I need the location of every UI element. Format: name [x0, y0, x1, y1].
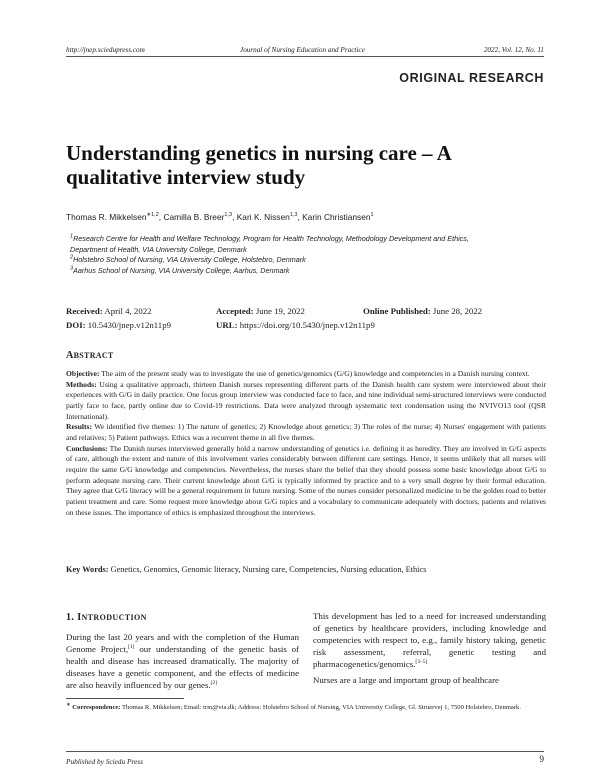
header-rule	[66, 56, 544, 57]
header-journal: Journal of Nursing Education and Practice	[240, 46, 365, 54]
intro-column-1: During the last 20 years and with the completion of the Human Genome Project,[1] our understanding of the genetic basis of health and disease has increased dramatically. The majority of diseases have a genetic component, and the effects of medicine are also heavily influenced by our genes.[2]	[66, 632, 299, 691]
affiliation: $^2$Holstebro School of Nursing, VIA University College, Holstebro, Denmark	[70, 254, 306, 264]
affiliation: $^1$Research Centre for Health and Welfare Technology, Program for Health Technology, Methodology Development and Ethics,	[70, 233, 469, 243]
intro-column-2: This development has led to a need for increased understanding of genetics by healthcare providers, including knowledge and competencies with respect to, e.g., family history taking, genetic risk assessment, referral, genetic testing and pharmacogenetics/genomics.[3–5] Nurses are a large and important group of healthcare	[313, 611, 546, 686]
header-issue: 2022, Vol. 12, No. 11	[483, 46, 544, 54]
received-date: Received: April 4, 2022	[66, 306, 152, 316]
accepted-date: Accepted: June 19, 2022	[216, 306, 305, 316]
abstract-heading: ABSTRACT	[66, 350, 114, 361]
author-sup: 1,3	[224, 212, 233, 219]
footer-publisher: Published by Sciedu Press	[66, 757, 143, 766]
author-list: Thomas R. Mikkelsen$^{∗1,2}$, Camilla B. Breer$^{1,3}$, Kari K. Nissen$^{1,3}$, Karin Christiansen$^1$	[66, 212, 374, 222]
abstract-results: Results: We identified five themes: 1) The nature of genetics; 2) Knowledge about genetics; 3) The roles of the nurse; 4) Nurses' engagement with patients and relatives; 5) Patient pathways. Ethics was a recurrent theme in all five themes.	[66, 422, 546, 442]
page-number: 9	[539, 754, 544, 764]
author-sup: 1	[370, 212, 374, 219]
affiliation: Department of Health, VIA University College, Denmark	[70, 244, 247, 254]
header-url[interactable]: http://jnep.sciedupress.com	[66, 46, 145, 54]
author-sup: ∗1,2	[146, 212, 159, 219]
keywords: Key Words: Genetics, Genomics, Genomic literacy, Nursing care, Competencies, Nursing education, Ethics	[66, 565, 427, 574]
author-name: Camilla B. Breer	[163, 212, 225, 222]
published-date: Online Published: June 28, 2022	[363, 306, 483, 316]
paper-title: Understanding genetics in nursing care – A qualitative interview study	[66, 141, 451, 189]
footnote-rule	[66, 698, 184, 699]
abstract-conclusions: Conclusions: The Danish nurses interviewed generally hold a narrow understanding of genetics i.e. defining it as heredity. They are involved in G/G aspects of care, although the extent and nature of this involvement varies considerably between different care settings. Hence, it seems unlikely that all nurses will require the same G/G knowledge and competencies. Nevertheless, the nurses share the belief that they should possess some basic knowledge about G/G to perform adequate nursing care. Their current knowledge about G/G is typically informed by practice and to a very small degree by their formal education. They agree that G/G literacy will be a general requirement in future nursing. Some of the nurses consider personalized medicine to be the golden road to better patient treatment and care. Some request more knowledge about G/G topics and a vocabulary to communicate adequately with doctors, patients and relatives on these issues. The importance of ethics is emphasized throughout the interviews.	[66, 443, 546, 517]
introduction-heading: 1. INTRODUCTION	[66, 612, 147, 623]
doi-url[interactable]: URL: https://doi.org/10.5430/jnep.v12n11p9	[216, 320, 375, 330]
footer-rule	[66, 751, 544, 752]
correspondence-footnote: ∗ Correspondence: Thomas R. Mikkelsen; Email: trm@via.dk; Address: Holstebro School of Nursing, VIA University College, Gl. Struervej 1, 7500 Holstebro, Denmark.	[66, 702, 521, 712]
abstract-objective: Objective: The aim of the present study was to investigate the use of genetics/genomics (G/G) knowledge and competencies in a Danish nursing context.	[66, 369, 530, 378]
author-name: Kari K. Nissen	[236, 212, 290, 222]
author-name: Karin Christiansen	[302, 212, 371, 222]
abstract-body	[66, 369, 546, 518]
author-name: Thomas R. Mikkelsen	[66, 212, 147, 222]
author-sup: 1,3	[289, 212, 298, 219]
doi: DOI: 10.5430/jnep.v12n11p9	[66, 320, 172, 330]
affiliation: $^3$Aarhus School of Nursing, VIA University College, Aarhus, Denmark	[70, 265, 290, 275]
section-label: ORIGINAL RESEARCH	[399, 71, 544, 85]
abstract-methods: Methods: Using a qualitative approach, thirteen Danish nurses representing different parts of the Danish health care system were interviewed about their experiences with G/G in daily practice. One focus group interview was conducted face to face, and nine individual semi-structured interviews were conducted partly face to face, partly online due to Covid-19 restrictions. Data were analyzed through systematic text condensation using the NVIVO13 tool (QSR International).	[66, 379, 547, 421]
